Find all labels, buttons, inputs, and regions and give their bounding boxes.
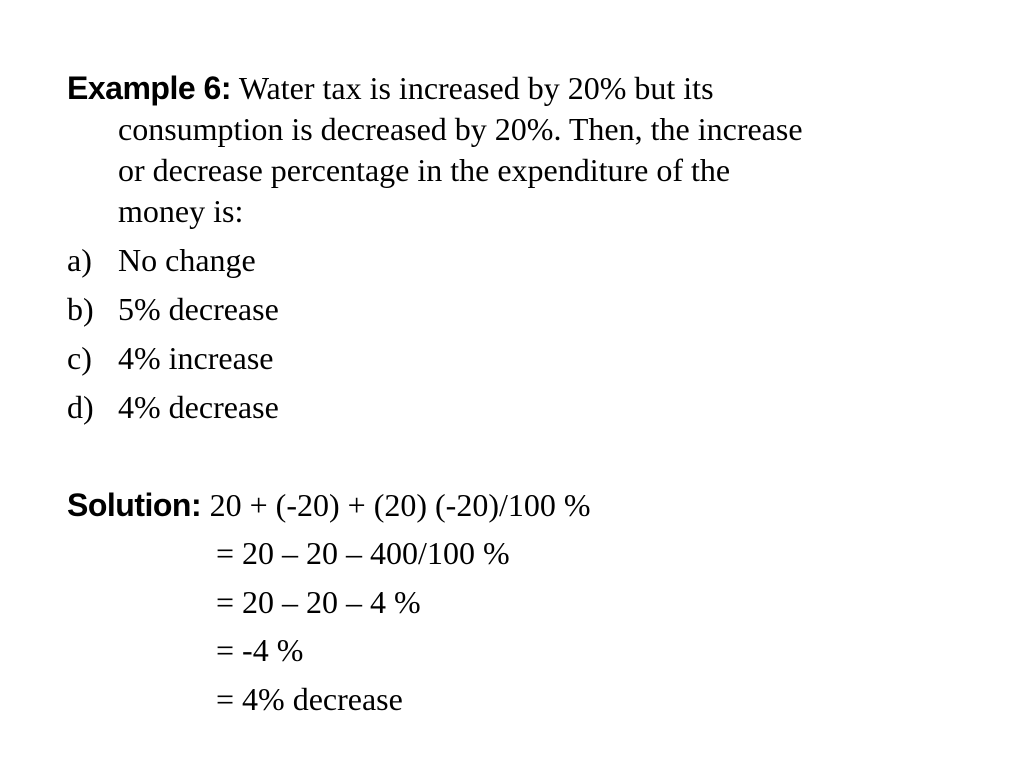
question-block	[67, 68, 967, 232]
solution-step-4: = 4% decrease	[216, 680, 403, 717]
option-letter: b)	[67, 291, 94, 327]
option-c	[67, 337, 767, 386]
question-first-line	[67, 68, 967, 109]
solution-step-2: = 20 – 20 – 4 %	[216, 583, 421, 620]
solution-colon: :	[190, 487, 202, 523]
option-a	[67, 239, 767, 288]
solution-first-line	[67, 484, 967, 532]
solution-step-3: = -4 %	[216, 632, 304, 668]
example-label: Example 6	[67, 70, 221, 106]
question-text-line-3: or decrease percentage in the expenditure of the	[118, 152, 731, 188]
option-letter: a)	[67, 242, 92, 278]
option-text: 4% decrease	[118, 389, 279, 425]
example-colon: :	[220, 70, 232, 106]
question-text-line-1: Water tax is increased by 20% but its	[231, 70, 714, 106]
options-list	[67, 239, 767, 435]
solution-block	[67, 484, 967, 726]
option-letter: d)	[67, 389, 94, 425]
option-letter: c)	[67, 340, 92, 376]
option-d	[67, 386, 767, 435]
option-b	[67, 288, 767, 337]
option-text: No change	[118, 242, 256, 278]
solution-label: Solution	[67, 487, 191, 523]
solution-step-1: = 20 – 20 – 400/100 %	[216, 535, 510, 571]
option-text: 5% decrease	[118, 291, 279, 327]
option-text: 4% increase	[118, 340, 274, 376]
question-text-line-4: money is:	[118, 193, 244, 229]
question-text-line-2: consumption is decreased by 20%. Then, the increase	[118, 111, 803, 147]
solution-expression: 20 + (-20) + (20) (-20)/100 %	[201, 487, 591, 523]
